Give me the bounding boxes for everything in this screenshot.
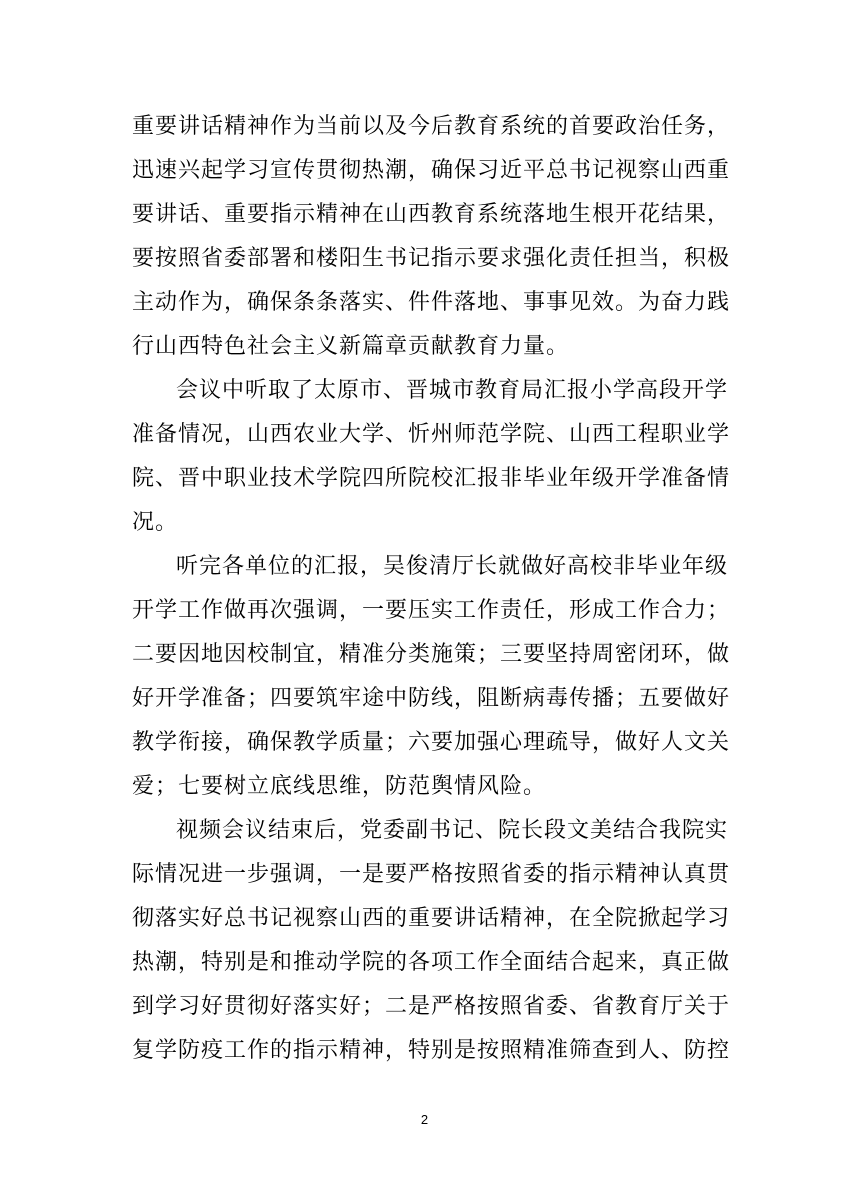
paragraph-line: 行山西特色社会主义新篇章贡献教育力量。	[132, 334, 570, 359]
paragraph-line: 际情况进一步强调，一是要严格按照省委的指示精神认真贯	[132, 862, 731, 887]
paragraph-line: 况。	[132, 510, 179, 535]
paragraph-line: 准备情况，山西农业大学、忻州师范学院、山西工程职业学	[132, 422, 731, 447]
paragraph-line: 热潮，特别是和推动学院的各项工作全面结合起来，真正做	[132, 950, 731, 975]
paragraph-line: 主动作为，确保条条落实、件件落地、事事见效。为奋力践	[132, 290, 731, 315]
paragraph-line: 重要讲话精神作为当前以及今后教育系统的首要政治任务，	[132, 114, 731, 139]
page-number: 2	[420, 1112, 429, 1127]
paragraph-line: 院、晋中职业技术学院四所院校汇报非毕业年级开学准备情	[132, 466, 731, 491]
paragraph-line: 教学衔接，确保教学质量；六要加强心理疏导，做好人文关	[132, 730, 731, 755]
paragraph-line: 爱；七要树立底线思维，防范舆情风险。	[132, 774, 547, 799]
paragraph-line: 要按照省委部署和楼阳生书记指示要求强化责任担当，积极	[132, 246, 731, 271]
paragraph-line: 要讲话、重要指示精神在山西教育系统落地生根开花结果，	[132, 202, 731, 227]
paragraph-line: 彻落实好总书记视察山西的重要讲话精神，在全院掀起学习	[132, 906, 731, 931]
paragraph-line: 复学防疫工作的指示精神，特别是按照精准筛查到人、防控	[132, 1038, 731, 1063]
paragraph-line: 好开学准备；四要筑牢途中防线，阻断病毒传播；五要做好	[132, 686, 731, 711]
paragraph-line: 迅速兴起学习宣传贯彻热潮，确保习近平总书记视察山西重	[132, 158, 731, 183]
paragraph-line: 开学工作做再次强调，一要压实工作责任，形成工作合力；	[132, 598, 731, 623]
paragraph-line: 听完各单位的汇报，吴俊清厅长就做好高校非毕业年级	[176, 554, 729, 579]
paragraph-line: 会议中听取了太原市、晋城市教育局汇报小学高段开学	[176, 378, 729, 403]
paragraph-line: 二要因地因校制宜，精准分类施策；三要坚持周密闭环，做	[132, 642, 731, 667]
paragraph-line: 到学习好贯彻好落实好；二是严格按照省委、省教育厅关于	[132, 994, 731, 1019]
paragraph-line: 视频会议结束后，党委副书记、院长段文美结合我院实	[176, 818, 729, 843]
